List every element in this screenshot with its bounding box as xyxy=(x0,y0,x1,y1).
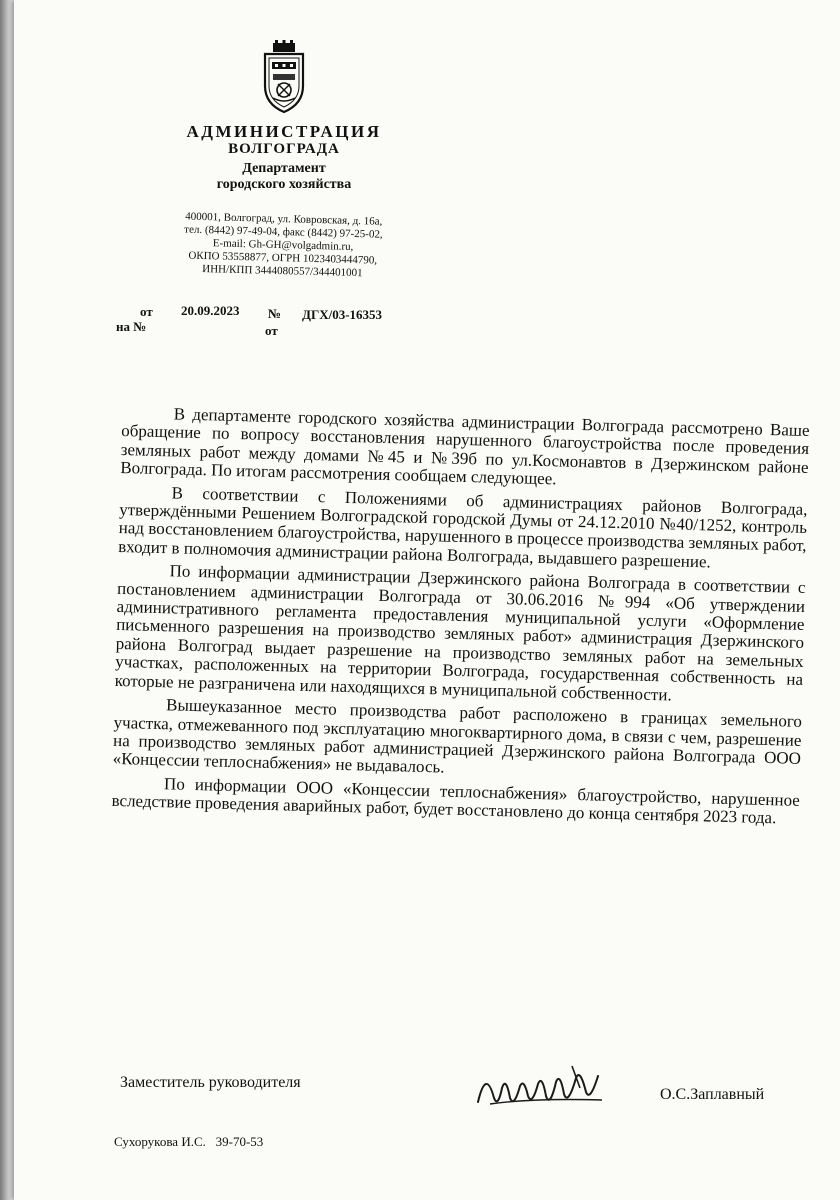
contact-inn: ИНН/КПП 3444080557/344401001 xyxy=(202,263,363,280)
contact-details xyxy=(162,210,404,281)
executor-phone: 39-70-53 xyxy=(215,1134,264,1149)
reg-ref-label: на № xyxy=(116,319,147,334)
contact-okpo: ОКПО 53558877, ОГРН 1023403444790, xyxy=(188,249,378,267)
body-paragraph: В соответствии с Положениями об администрациях районов Волгограда, утверждёнными Решением Волгоградской городской Думы от 24.12.2010 №40/1252, контроль над восстановлением благоустройства, нарушенного в процессе производства земляных работ, входит в полномочия администрации района Волгограда, выдавшего разрешение. xyxy=(118,482,808,572)
body-paragraph: В департаменте городского хозяйства администрации Волгограда рассмотрено Ваше обращение по вопросу восстановления нарушенного благоустройства после проведения земляных работ между домами №45 и №39б по ул.Космонавтов в Дзержинском районе Волгограда. По итогам рассмотрения сообщаем следующее. xyxy=(120,404,810,489)
body-paragraph: Вышеуказанное место производства работ расположено в границах земельного участка, отмежеванного под эксплуатацию многоквартирного дома, в связи с чем, разрешение на производство земляных работ администрацией Дзержинского района Волгограда ООО «Концессии теплоснабжения» не выдавалось. xyxy=(112,695,803,777)
handwritten-signature xyxy=(472,1058,612,1116)
body-paragraph: По информации ООО «Концессии теплоснабжения» благоустройство, нарушенное вследствие проведения аварийных работ, будет восстановлено до конца сентября 2023 года. xyxy=(111,773,801,828)
reg-number: ДГХ/03-16353 xyxy=(302,307,383,322)
reg-date: 20.09.2023 xyxy=(181,303,240,318)
org-city: ВОЛГОГРАДА xyxy=(228,141,340,157)
signer-title: Заместитель руководителя xyxy=(120,1074,301,1091)
contact-email: E-mail: Gh-GH@volgadmin.ru, xyxy=(212,237,354,253)
signer-name: О.С.Заплавный xyxy=(660,1086,765,1103)
letter-page xyxy=(14,0,840,1200)
contact-address: 400001, Волгоград, ул. Ковровская, д. 16а, xyxy=(185,210,383,228)
executor-line xyxy=(114,1134,263,1150)
reg-number-label: № xyxy=(268,306,282,321)
page-edge-shadow xyxy=(0,0,14,1200)
org-name: АДМИНИСТРАЦИЯ xyxy=(186,122,382,141)
letter-body xyxy=(111,404,809,828)
reg-from-label: от xyxy=(140,304,153,319)
department-label: Департамент xyxy=(242,161,326,176)
department-name: городского хозяйства xyxy=(216,177,352,192)
signature-block xyxy=(120,1066,810,1116)
letterhead xyxy=(154,40,414,193)
coat-of-arms-icon xyxy=(259,40,309,116)
reg-ref-from-label: от xyxy=(265,323,278,338)
executor-name: Сухорукова И.С. xyxy=(114,1134,206,1149)
body-paragraph: По информации администрации Дзержинского района Волгограда в соответствии с постановлением администрации Волгограда от 30.06.2016 №994 «Об утверждении административного регламента предоставления муниципальной услуги «Оформление письменного разрешения на производство земляных работ» администрация Дзержинского района Волгоград выдает разрешение на производство земляных работ на земельных участках, расположенных на территории Волгограда, государственная собственность на которые не разграничена или находящихся в муниципальной собственности. xyxy=(114,561,806,705)
contact-phone: тел. (8442) 97-49-04, факс (8442) 97-25-02, xyxy=(184,223,383,241)
